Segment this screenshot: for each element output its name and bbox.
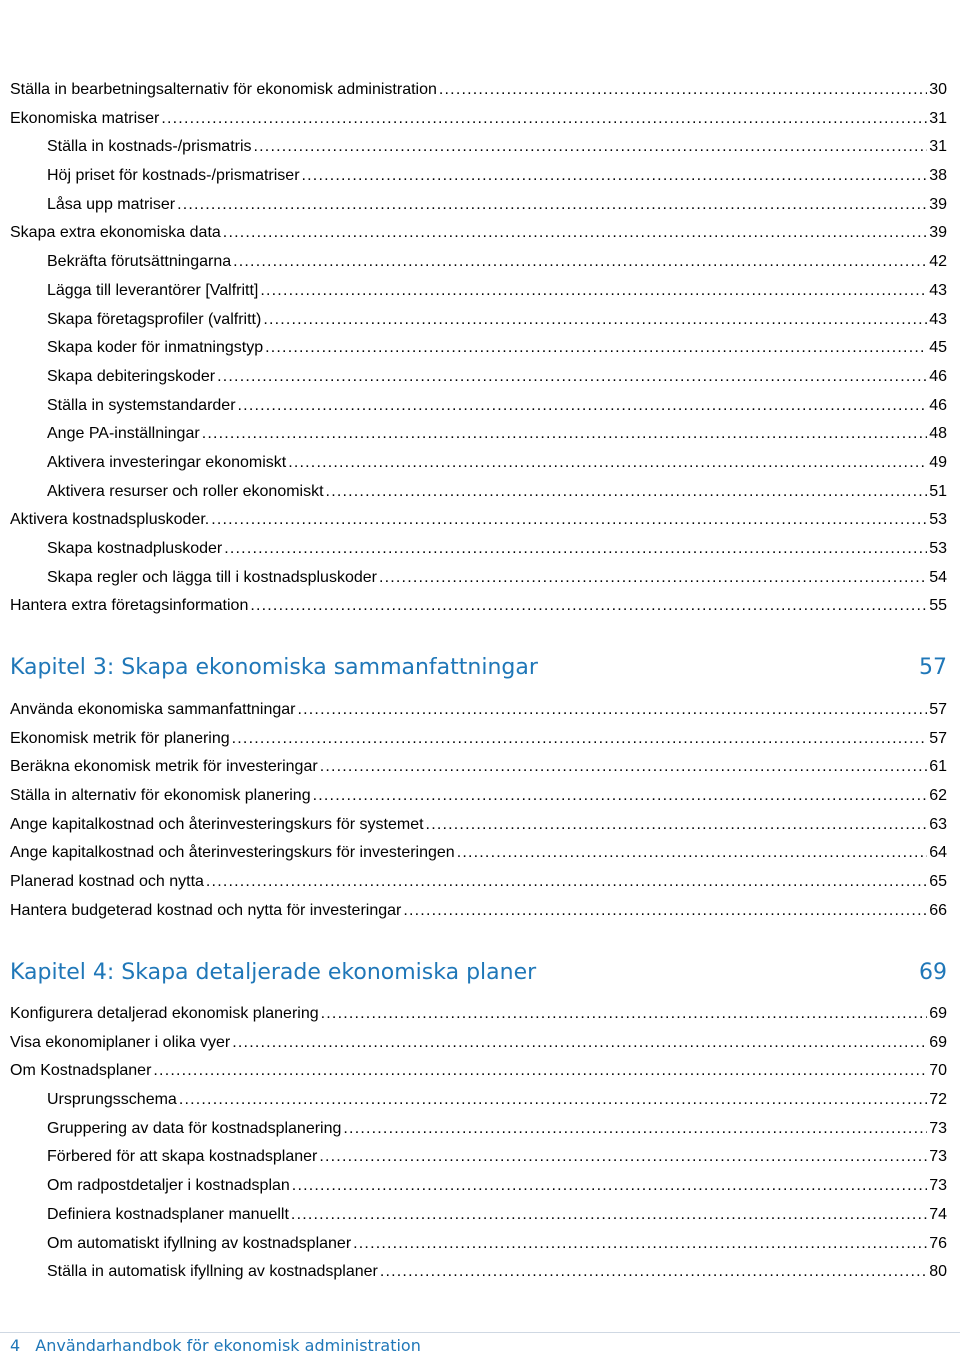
- toc-entry[interactable]: [10, 1115, 947, 1144]
- toc-entry-page: 31: [929, 138, 947, 156]
- toc-entry-page: 70: [929, 1062, 947, 1080]
- dot-leader: [403, 897, 927, 926]
- toc-entry[interactable]: [10, 392, 947, 421]
- dot-leader: [320, 753, 928, 782]
- dot-leader: [153, 1057, 927, 1086]
- dot-leader: [313, 782, 928, 811]
- dot-leader: [254, 133, 928, 162]
- dot-leader: [321, 1000, 928, 1029]
- toc-entry-label: Aktivera investeringar ekonomiskt: [47, 453, 287, 471]
- toc-entry-page: 57: [929, 701, 947, 718]
- dot-leader: [223, 219, 927, 248]
- toc-entry-page: 55: [929, 597, 947, 615]
- dot-leader: [232, 1029, 927, 1058]
- toc-entry[interactable]: [10, 162, 947, 191]
- footer-page-number: 4: [10, 1336, 21, 1355]
- toc-entry-label: Ange kapitalkostnad och återinvesteringskurs för systemet: [10, 815, 424, 833]
- toc-chapter-3-entries: [10, 696, 947, 926]
- toc-entry[interactable]: [10, 1201, 947, 1230]
- toc-entry-page: 73: [929, 1177, 947, 1195]
- chapter-3-heading[interactable]: [10, 655, 947, 680]
- toc-entry-label: Lägga till leverantörer [Valfritt]: [47, 281, 259, 299]
- dot-leader: [353, 1230, 927, 1259]
- toc-entry-page: 45: [929, 339, 947, 357]
- toc-chapter-4-entries: [10, 1000, 947, 1287]
- toc-entry[interactable]: [10, 592, 947, 621]
- dot-leader: [292, 1172, 927, 1201]
- dot-leader: [457, 839, 928, 868]
- toc-entry-page: 80: [929, 1263, 947, 1281]
- toc-entry-label: Ursprungsschema: [47, 1091, 177, 1109]
- toc-entry-label: Skapa koder för inmatningstyp: [47, 339, 264, 357]
- dot-leader: [250, 592, 927, 621]
- chapter-3-page: 57: [919, 655, 947, 680]
- toc-entry-label: Hantera extra företagsinformation: [10, 597, 249, 615]
- chapter-4-heading[interactable]: [10, 960, 947, 985]
- toc-entry-page: 38: [929, 167, 947, 185]
- toc-entry[interactable]: [10, 1230, 947, 1259]
- toc-entry-page: 53: [929, 511, 947, 529]
- toc-entry-page: 39: [929, 195, 947, 213]
- toc-section-a: [10, 76, 947, 621]
- toc-entry-page: 51: [929, 482, 947, 500]
- toc-entry-label: Skapa extra ekonomiska data: [10, 224, 221, 242]
- toc-entry[interactable]: [10, 248, 947, 277]
- dot-leader: [233, 248, 927, 277]
- toc-entry-label: Gruppering av data för kostnadsplanering: [47, 1119, 342, 1137]
- toc-entry[interactable]: [10, 1172, 947, 1201]
- dot-leader: [206, 868, 927, 897]
- toc-entry-page: 46: [929, 396, 947, 414]
- toc-entry-page: 73: [929, 1148, 947, 1166]
- toc-entry-label: Beräkna ekonomisk metrik för investeringar: [10, 758, 318, 776]
- toc-entry-page: 69: [929, 1033, 947, 1051]
- toc-entry-page: 66: [929, 901, 947, 919]
- chapter-3-title: Kapitel 3: Skapa ekonomiska sammanfattningar: [10, 655, 538, 680]
- toc-entry-page: 61: [929, 758, 947, 776]
- toc-entry[interactable]: [10, 868, 947, 897]
- dot-leader: [177, 191, 927, 220]
- toc-entry[interactable]: [10, 478, 947, 507]
- toc-entry-page: 42: [929, 253, 947, 271]
- toc-entry-page: 39: [929, 224, 947, 242]
- toc-entry-label: Ställa in systemstandarder: [47, 396, 236, 414]
- toc-entry[interactable]: [10, 277, 947, 306]
- toc-entry[interactable]: [10, 1000, 947, 1029]
- dot-leader: [202, 420, 928, 449]
- toc-entry[interactable]: [10, 811, 947, 840]
- toc-entry[interactable]: [10, 1143, 947, 1172]
- toc-entry-label: Ange PA-inställningar: [47, 425, 200, 443]
- toc-entry-label: Aktivera resurser och roller ekonomiskt: [47, 482, 324, 500]
- toc-entry-page: 65: [929, 873, 947, 891]
- toc-entry-page: 73: [929, 1119, 947, 1137]
- toc-entry[interactable]: [10, 105, 947, 134]
- footer-divider: [0, 1332, 960, 1333]
- toc-entry-label: Om automatiskt ifyllning av kostnadsplaner: [47, 1234, 352, 1252]
- dot-leader: [426, 811, 928, 840]
- toc-entry-page: 69: [929, 1005, 947, 1022]
- toc-entry[interactable]: [10, 696, 947, 725]
- toc-entry[interactable]: [10, 782, 947, 811]
- toc-entry-label: Skapa debiteringskoder: [47, 367, 216, 385]
- toc-entry[interactable]: [10, 449, 947, 478]
- toc-entry[interactable]: [10, 191, 947, 220]
- toc-entry-label: Skapa företagsprofiler (valfritt): [47, 310, 262, 328]
- toc-entry-label: Aktivera kostnadspluskoder.: [10, 511, 210, 529]
- toc-entry[interactable]: [10, 1258, 947, 1287]
- dot-leader: [343, 1115, 927, 1144]
- dot-leader: [232, 725, 928, 754]
- toc-entry-page: 64: [929, 844, 947, 862]
- toc-entry-label: Skapa kostnadpluskoder: [47, 540, 223, 557]
- toc-entry-label: Bekräfta förutsättningarna: [47, 253, 232, 271]
- page-footer: [10, 1336, 421, 1355]
- dot-leader: [302, 162, 928, 191]
- toc-entry-label: Planerad kostnad och nytta: [10, 873, 204, 891]
- toc-entry-page: 48: [929, 425, 947, 443]
- dot-leader: [238, 392, 928, 421]
- toc-entry-page: 63: [929, 815, 947, 833]
- toc-entry[interactable]: [10, 897, 947, 926]
- dot-leader: [298, 696, 928, 725]
- dot-leader: [439, 76, 927, 105]
- toc-entry-label: Ställa in automatisk ifyllning av kostnadsplaner: [47, 1263, 378, 1281]
- toc-entry[interactable]: [10, 1029, 947, 1058]
- dot-leader: [260, 277, 927, 306]
- toc-entry-label: Ställa in bearbetningsalternativ för ekonomisk administration: [10, 81, 437, 98]
- toc-entry[interactable]: [10, 133, 947, 162]
- toc-entry-page: 57: [929, 729, 947, 747]
- toc-entry-label: Ställa in kostnads-/prismatris: [47, 138, 252, 156]
- toc-entry-label: Ange kapitalkostnad och återinvesteringskurs för investeringen: [10, 844, 455, 862]
- toc-entry-label: Låsa upp matriser: [47, 195, 176, 213]
- dot-leader: [319, 1143, 927, 1172]
- toc-entry-label: Använda ekonomiska sammanfattningar: [10, 701, 296, 718]
- toc-entry-page: 30: [929, 81, 947, 98]
- chapter-4-title: Kapitel 4: Skapa detaljerade ekonomiska planer: [10, 960, 537, 985]
- toc-entry-label: Hantera budgeterad kostnad och nytta för investeringar: [10, 901, 402, 919]
- toc-entry-label: Skapa regler och lägga till i kostnadspluskoder: [47, 568, 377, 586]
- toc-entry[interactable]: [10, 76, 947, 105]
- toc-entry[interactable]: [10, 1057, 947, 1086]
- toc-entry-page: 43: [929, 281, 947, 299]
- toc-entry-label: Om radpostdetaljer i kostnadsplan: [47, 1177, 290, 1195]
- toc-entry[interactable]: [10, 334, 947, 363]
- toc-entry[interactable]: [10, 564, 947, 593]
- toc-entry-page: 74: [929, 1205, 947, 1223]
- toc-entry-page: 62: [929, 787, 947, 805]
- toc-entry-label: Ekonomisk metrik för planering: [10, 729, 230, 747]
- toc-entry[interactable]: [10, 753, 947, 782]
- toc-entry-label: Konfigurera detaljerad ekonomisk planering: [10, 1005, 319, 1022]
- dot-leader: [161, 105, 927, 134]
- dot-leader: [211, 506, 927, 535]
- toc-entry-label: Höj priset för kostnads-/prismatriser: [47, 167, 300, 185]
- toc-entry[interactable]: [10, 506, 947, 535]
- dot-leader: [265, 334, 927, 363]
- toc-entry-label: Förbered för att skapa kostnadsplaner: [47, 1148, 318, 1166]
- toc-entry-page: 46: [929, 367, 947, 385]
- chapter-4-page: 69: [919, 960, 947, 985]
- toc-entry-page: 43: [929, 310, 947, 328]
- dot-leader: [291, 1201, 927, 1230]
- dot-leader: [326, 478, 928, 507]
- dot-leader: [380, 1258, 927, 1287]
- toc-entry[interactable]: [10, 839, 947, 868]
- toc-entry[interactable]: [10, 535, 947, 564]
- dot-leader: [288, 449, 927, 478]
- toc-entry-page: 54: [929, 568, 947, 586]
- toc-entry[interactable]: [10, 1086, 947, 1115]
- dot-leader: [379, 564, 927, 593]
- toc-entry-page: 76: [929, 1234, 947, 1252]
- toc-entry[interactable]: [10, 219, 947, 248]
- toc-entry-label: Om Kostnadsplaner: [10, 1062, 152, 1080]
- toc-entry-page: 53: [929, 540, 947, 557]
- dot-leader: [217, 363, 927, 392]
- toc-entry-label: Visa ekonomiplaner i olika vyer: [10, 1033, 231, 1051]
- dot-leader: [263, 306, 927, 335]
- dot-leader: [224, 535, 927, 564]
- toc-entry[interactable]: [10, 420, 947, 449]
- toc-entry[interactable]: [10, 725, 947, 754]
- toc-entry-label: Ekonomiska matriser: [10, 109, 160, 127]
- footer-title: Användarhandbok för ekonomisk administration: [35, 1336, 421, 1355]
- toc-entry-label: Ställa in alternativ för ekonomisk planering: [10, 787, 311, 805]
- toc-entry-page: 72: [929, 1091, 947, 1109]
- toc-entry-page: 31: [929, 109, 947, 127]
- dot-leader: [179, 1086, 927, 1115]
- toc-entry-label: Definiera kostnadsplaner manuellt: [47, 1205, 289, 1223]
- toc-entry-page: 49: [929, 453, 947, 471]
- toc-entry[interactable]: [10, 363, 947, 392]
- toc-entry[interactable]: [10, 306, 947, 335]
